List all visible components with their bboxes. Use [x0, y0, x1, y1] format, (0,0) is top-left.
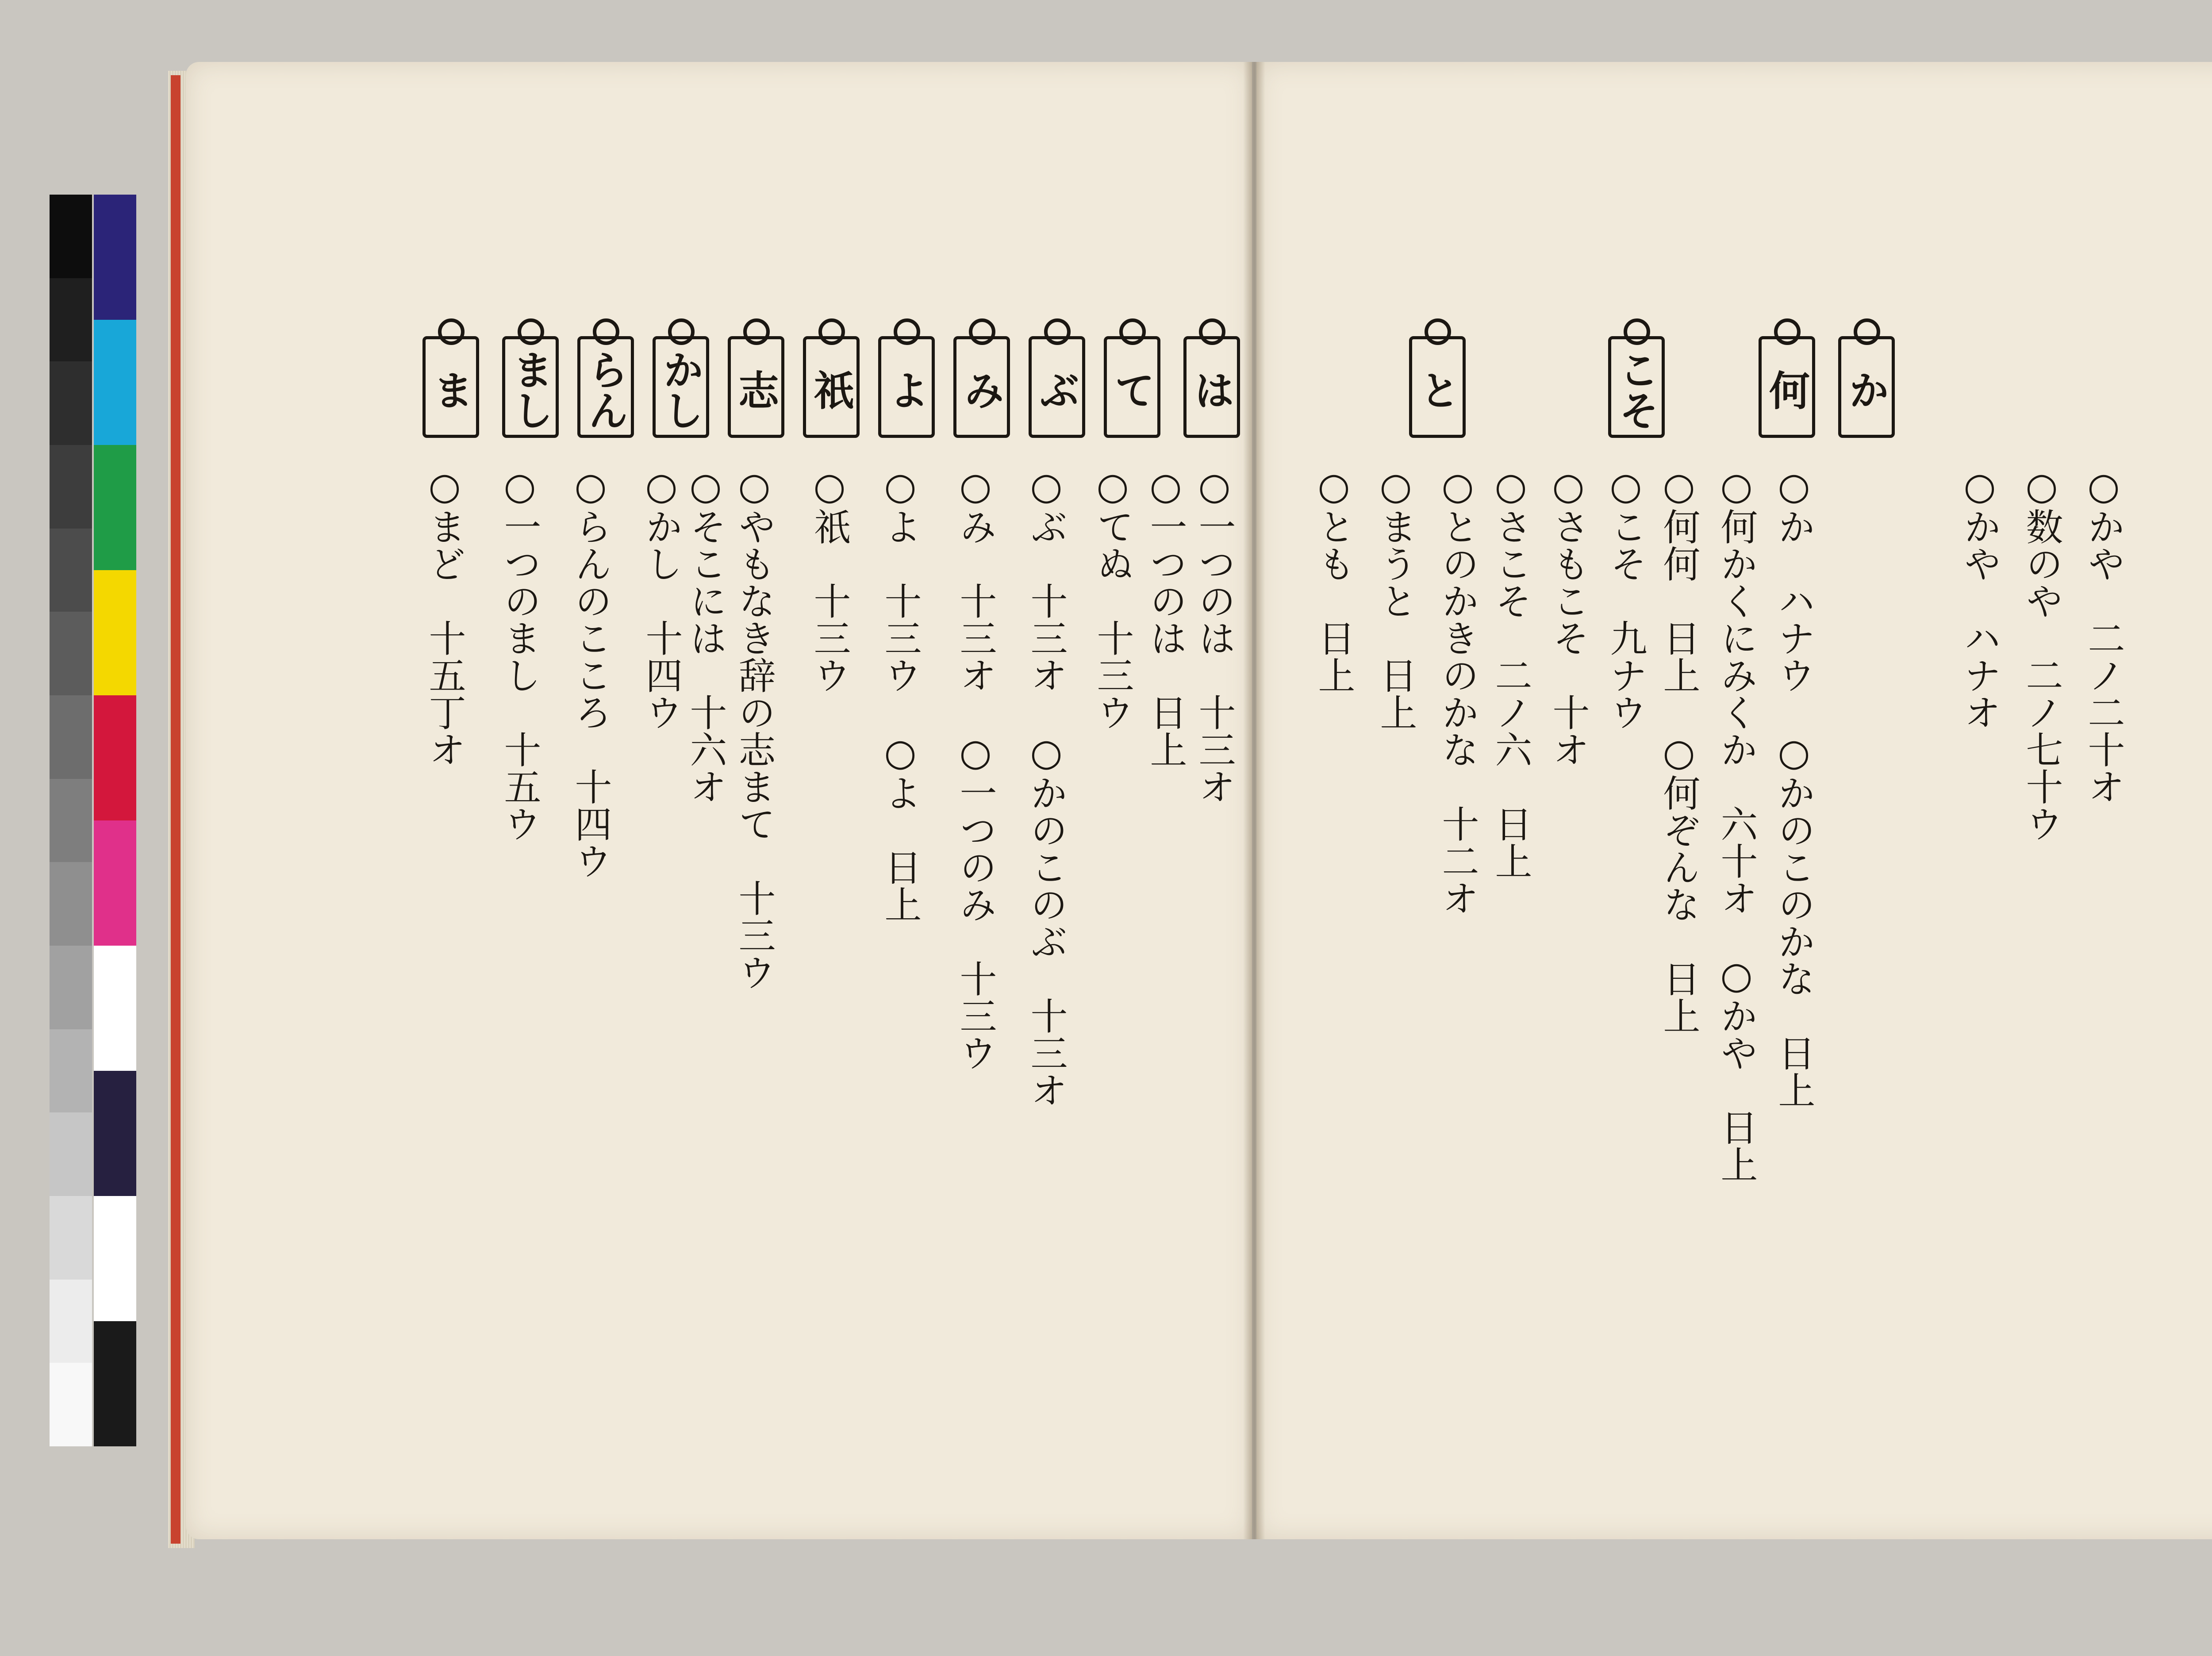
- entry-head: か: [1838, 336, 1895, 438]
- entry-line: ○さこそ 二ノ六 日上: [1489, 464, 1532, 879]
- entry-line: ○かや 二ノ二十オ: [2082, 464, 2125, 805]
- gray-swatch: [50, 779, 92, 862]
- entry-line: ○数のや 二ノ七十ウ: [2020, 464, 2063, 842]
- entry-head: 何: [1759, 336, 1815, 438]
- left-book-edge: [171, 75, 180, 1544]
- entry-head: まし: [502, 336, 559, 438]
- gray-swatch: [50, 862, 92, 946]
- gray-swatch: [50, 445, 92, 529]
- color-swatch: [94, 445, 136, 570]
- entry-head: ま: [422, 336, 479, 438]
- gray-swatch: [50, 946, 92, 1029]
- entry-head: らん: [577, 336, 634, 438]
- gray-swatch: [50, 1280, 92, 1363]
- gray-swatch: [50, 278, 92, 362]
- gray-swatch: [50, 195, 92, 278]
- entry-line: ○祇 十三ウ: [808, 464, 851, 694]
- entry-line: ○てぬ 十三ウ: [1091, 464, 1134, 731]
- entry-line: ○とのかきのかな 十二オ: [1436, 464, 1479, 916]
- gray-swatch: [50, 529, 92, 612]
- open-book: [168, 53, 2212, 1575]
- gray-swatch: [50, 695, 92, 779]
- entry-head: 祇: [803, 336, 860, 438]
- entry-line: ○何かくにみくか 六十オ ○かや 日上: [1715, 464, 1758, 1183]
- gray-swatch: [50, 1196, 92, 1280]
- entry-head: こそ: [1608, 336, 1665, 438]
- entry-line: ○み 十三オ ○一つのみ 十三ウ: [954, 464, 997, 1071]
- entry-line: ○か ハナウ ○かのこのかな 日上: [1772, 464, 1816, 1108]
- entry-line: ○かや ハナオ: [1958, 464, 2001, 731]
- color-swatch: [94, 1196, 136, 1321]
- entry-head: と: [1409, 336, 1466, 438]
- entry-head: かし: [653, 336, 709, 438]
- entry-line: ○何何 日上 ○何ぞんな 日上: [1657, 464, 1701, 1034]
- entry-line: ○かし 十四ウ: [640, 464, 683, 731]
- gray-swatch: [50, 1363, 92, 1446]
- color-checker: [50, 195, 136, 1446]
- book-gutter: [1243, 62, 1265, 1539]
- color-strip: [94, 195, 136, 1446]
- color-swatch: [94, 195, 136, 320]
- entry-line: ○一つのまし 十五ウ: [498, 464, 541, 842]
- entry-head: て: [1104, 336, 1160, 438]
- entry-line: ○一つのは 十三オ: [1193, 464, 1236, 805]
- entry-line: ○まうと 日上: [1374, 464, 1417, 731]
- entry-line: ○さもこそ 十オ: [1547, 464, 1590, 768]
- entry-line: ○ぶ 十三オ ○かのこのぶ 十三オ: [1025, 464, 1068, 1108]
- color-swatch: [94, 820, 136, 946]
- entry-line: ○らんのこころ 十四ウ: [569, 464, 612, 879]
- entry-line: ○こそ 九ナウ: [1604, 464, 1647, 731]
- color-swatch: [94, 695, 136, 820]
- entry-line: ○一つのは 日上: [1144, 464, 1187, 768]
- grayscale-strip: [50, 195, 92, 1446]
- entry-line: ○よ 十三ウ ○よ 日上: [879, 464, 922, 923]
- color-swatch: [94, 320, 136, 445]
- color-swatch: [94, 946, 136, 1071]
- color-swatch: [94, 1071, 136, 1196]
- entry-line: ○まど 十五丁オ: [423, 464, 466, 768]
- entry-head: み: [953, 336, 1010, 438]
- entry-head: よ: [878, 336, 935, 438]
- entry-line: ○やもなき辞の志まて 十三ウ: [733, 464, 776, 991]
- entry-line: ○そこには 十六オ: [684, 464, 727, 805]
- entry-line: ○とも 日上: [1312, 464, 1356, 694]
- entry-head: ぶ: [1029, 336, 1085, 438]
- entry-head: 志: [728, 336, 784, 438]
- color-swatch: [94, 570, 136, 695]
- entry-head: は: [1183, 336, 1240, 438]
- gray-swatch: [50, 1112, 92, 1196]
- gray-swatch: [50, 361, 92, 445]
- gray-swatch: [50, 612, 92, 695]
- gray-swatch: [50, 1029, 92, 1113]
- color-swatch: [94, 1321, 136, 1446]
